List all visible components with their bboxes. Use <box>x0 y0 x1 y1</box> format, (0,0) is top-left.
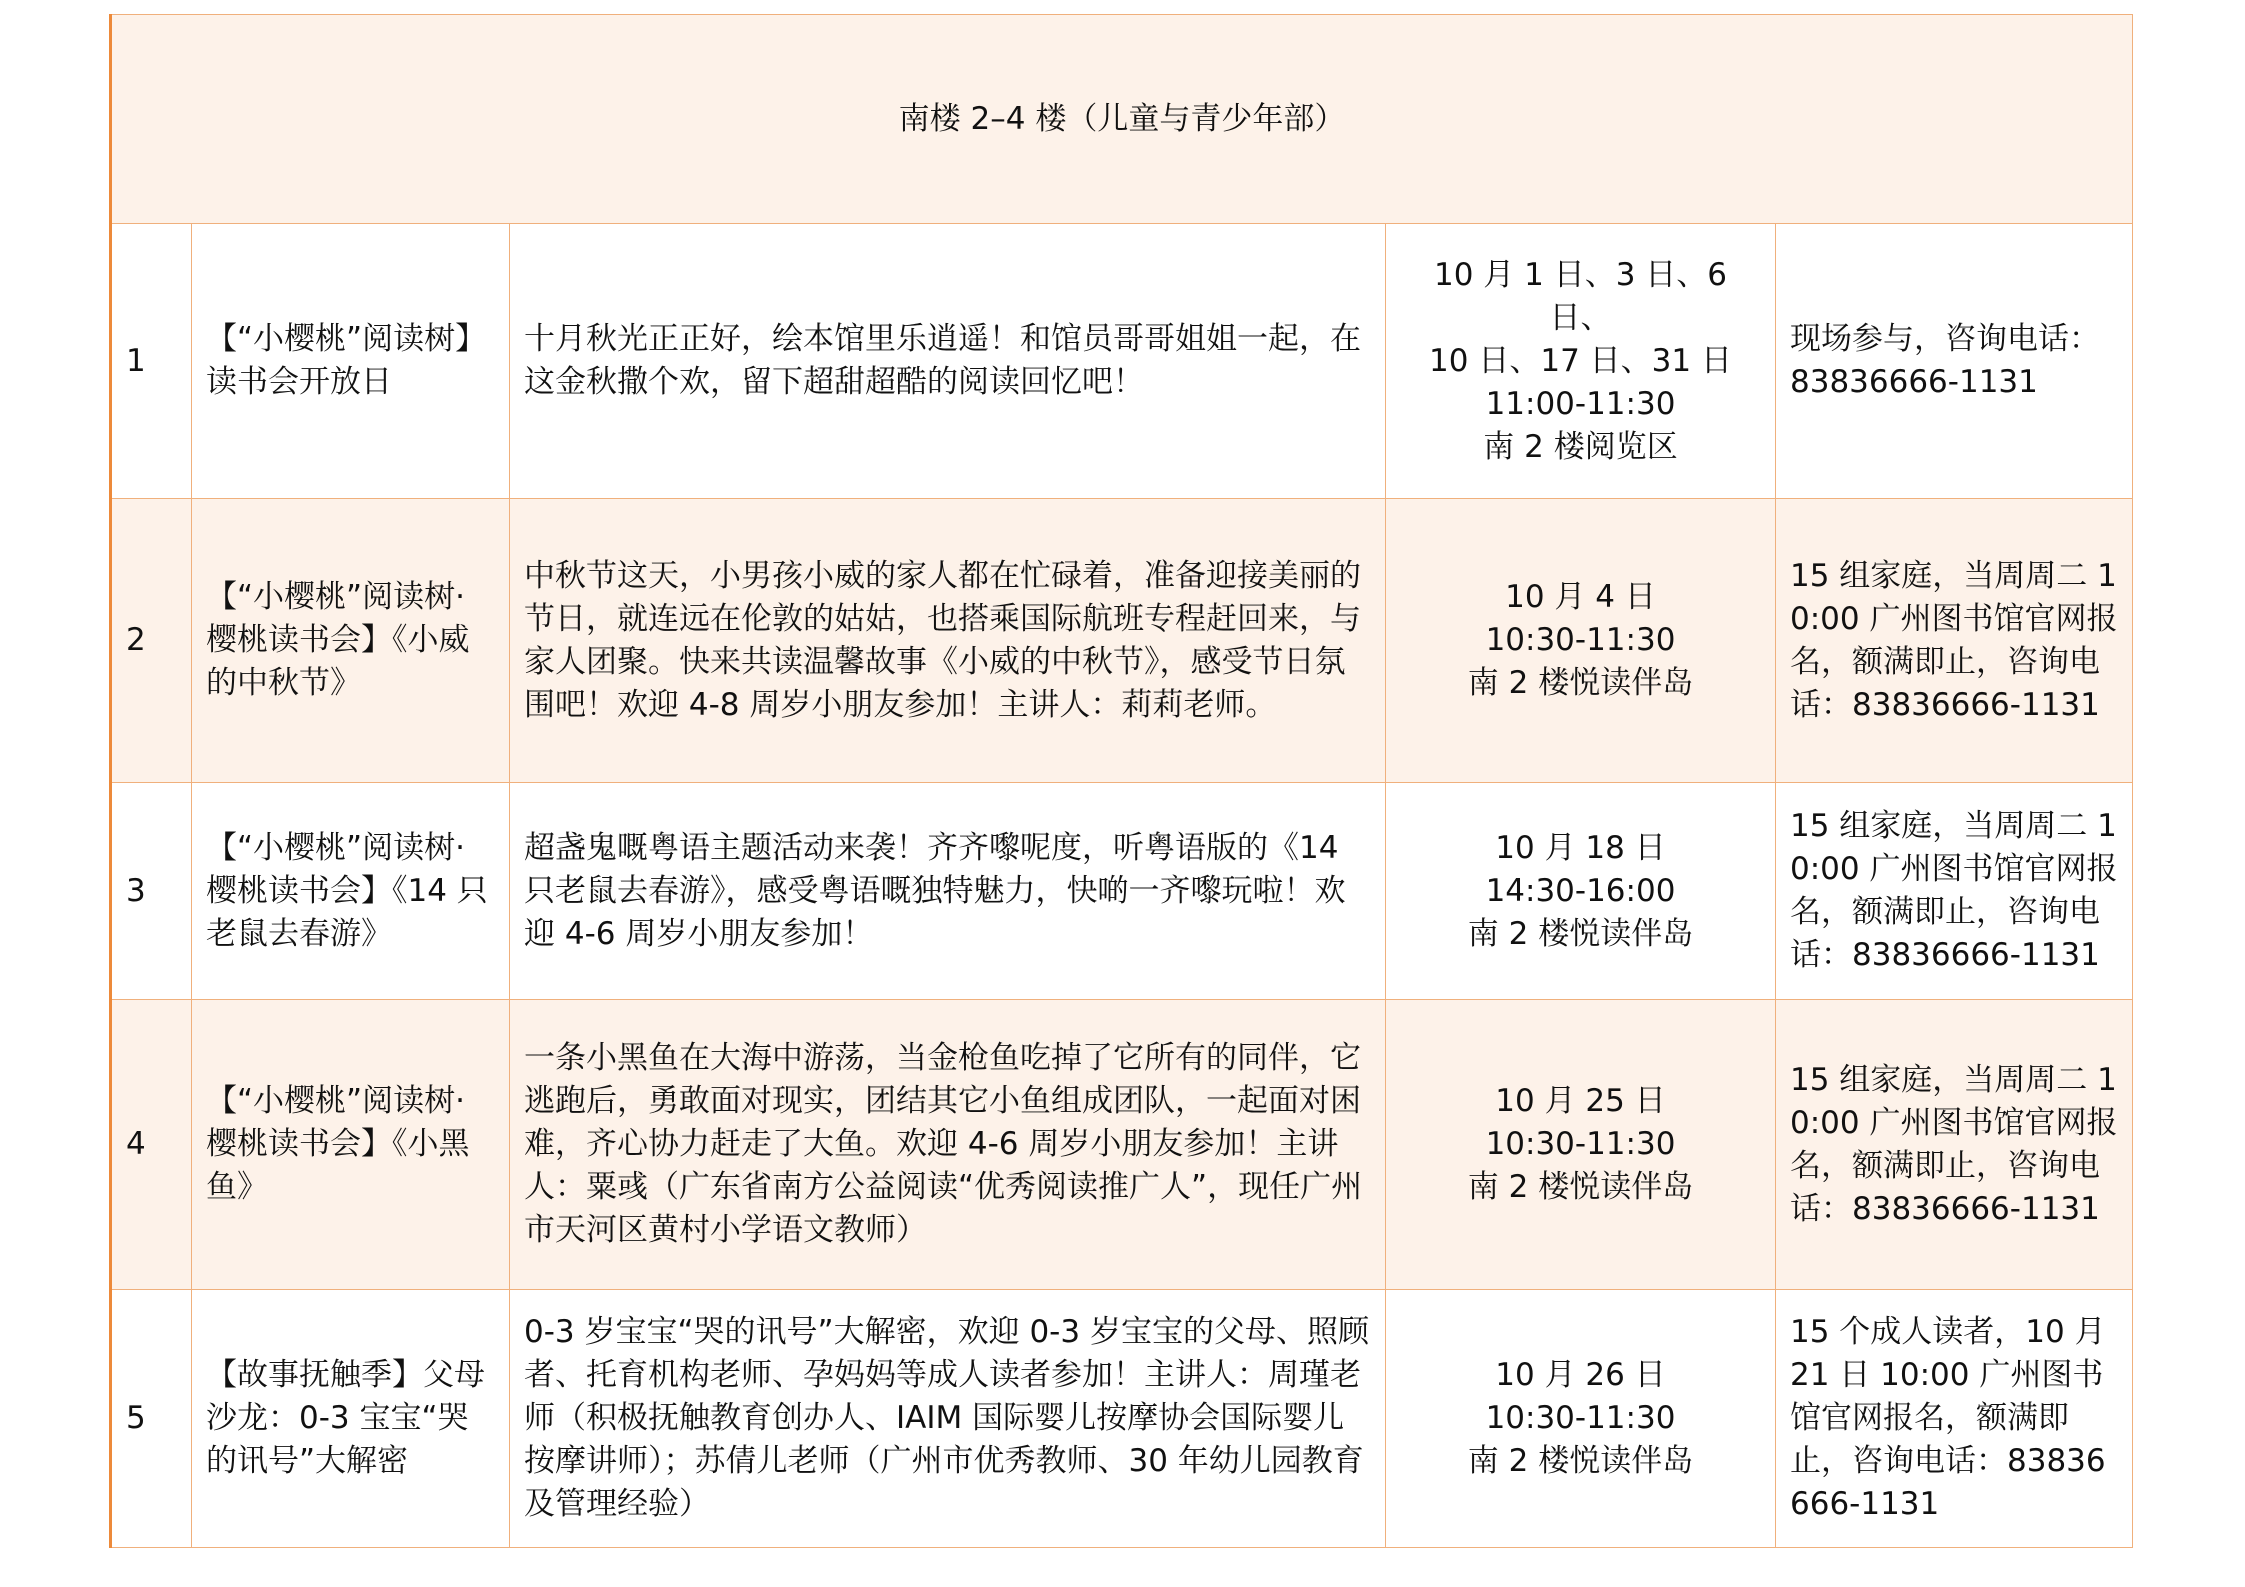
activity-time-location <box>1386 1000 1776 1290</box>
activity-schedule-sheet <box>109 14 2131 1548</box>
signup-info: 15 个成人读者，10 月 21 日 10:00 广州图书馆官网报名，额满即止，咨询电话：83836666-1131 <box>1776 1290 2133 1548</box>
activity-time-location <box>1386 224 1776 499</box>
table-row <box>111 1290 2133 1548</box>
activity-time-location <box>1386 1290 1776 1548</box>
location-line: 南 2 楼悦读伴岛 <box>1467 1443 1694 1479</box>
activity-name: 【“小樱桃”阅读树·樱桃读书会】《小黑鱼》 <box>192 1000 510 1290</box>
location-line: 南 2 楼阅览区 <box>1483 428 1678 465</box>
time-line: 10 月 1 日、3 日、6 日、 <box>1433 256 1728 336</box>
time-line: 10 月 26 日 <box>1495 1357 1666 1393</box>
signup-info: 15 组家庭，当周周二 10:00 广州图书馆官网报名，额满即止，咨询电话：83836666-1131 <box>1776 783 2133 1000</box>
time-line: 14:30-16:00 <box>1485 872 1676 909</box>
activity-description: 中秋节这天，小男孩小威的家人都在忙碌着，准备迎接美丽的节日，就连远在伦敦的姑姑，也搭乘国际航班专程赶回来，与家人团聚。快来共读温馨故事《小威的中秋节》，感受节日氛围吧！欢迎 4-8 周岁小朋友参加！主讲人：莉莉老师。 <box>510 499 1386 783</box>
time-line: 11:00-11:30 <box>1485 385 1676 422</box>
time-line: 10 日、17 日、31 日 <box>1429 342 1732 379</box>
row-index: 3 <box>111 783 192 1000</box>
time-line: 10:30-11:30 <box>1485 1126 1676 1162</box>
row-index: 1 <box>111 224 192 499</box>
row-index: 4 <box>111 1000 192 1290</box>
activity-description: 超盏鬼嘅粤语主题活动来袭！齐齐嚟呢度，听粤语版的《14 只老鼠去春游》，感受粤语嘅独特魅力，快啲一齐嚟玩啦！欢迎 4-6 周岁小朋友参加！ <box>510 783 1386 1000</box>
row-index: 2 <box>111 499 192 783</box>
time-line: 10 月 4 日 <box>1505 579 1656 615</box>
activity-description: 0-3 岁宝宝“哭的讯号”大解密，欢迎 0-3 岁宝宝的父母、照顾者、托育机构老师、孕妈妈等成人读者参加！主讲人：周瑾老师（积极抚触教育创办人、IAIM 国际婴儿按摩协会国际婴儿按摩讲师）；苏倩儿老师（广州市优秀教师、30 年幼儿园教育及管理经验） <box>510 1290 1386 1548</box>
table-row <box>111 499 2133 783</box>
time-line: 10:30-11:30 <box>1485 622 1676 658</box>
title-row <box>111 15 2133 224</box>
signup-info: 现场参与，咨询电话：83836666-1131 <box>1776 224 2133 499</box>
activity-name: 【故事抚触季】父母沙龙：0-3 宝宝“哭的讯号”大解密 <box>192 1290 510 1548</box>
activity-time-location <box>1386 499 1776 783</box>
table-row <box>111 1000 2133 1290</box>
activity-name: 【“小樱桃”阅读树·樱桃读书会】《14 只老鼠去春游》 <box>192 783 510 1000</box>
signup-info: 15 组家庭，当周周二 10:00 广州图书馆官网报名，额满即止，咨询电话：83836666-1131 <box>1776 499 2133 783</box>
table-row <box>111 224 2133 499</box>
location-line: 南 2 楼悦读伴岛 <box>1467 915 1694 952</box>
location-line: 南 2 楼悦读伴岛 <box>1467 1169 1694 1205</box>
location-line: 南 2 楼悦读伴岛 <box>1467 665 1694 701</box>
time-line: 10 月 18 日 <box>1495 829 1666 866</box>
table-row <box>111 783 2133 1000</box>
signup-info: 15 组家庭，当周周二 10:00 广州图书馆官网报名，额满即止，咨询电话：83836666-1131 <box>1776 1000 2133 1290</box>
activity-name: 【“小樱桃”阅读树】读书会开放日 <box>192 224 510 499</box>
time-line: 10 月 25 日 <box>1495 1083 1666 1119</box>
row-index: 5 <box>111 1290 192 1548</box>
activity-description: 一条小黑鱼在大海中游荡，当金枪鱼吃掉了它所有的同伴，它逃跑后，勇敢面对现实，团结其它小鱼组成团队，一起面对困难，齐心协力赶走了大鱼。欢迎 4-6 周岁小朋友参加！主讲人：粟彧（广东省南方公益阅读“优秀阅读推广人”，现任广州市天河区黄村小学语文教师） <box>510 1000 1386 1290</box>
activity-name: 【“小樱桃”阅读树·樱桃读书会】《小威的中秋节》 <box>192 499 510 783</box>
section-title: 南楼 2–4 楼（儿童与青少年部） <box>111 15 2133 224</box>
time-line: 10:30-11:30 <box>1485 1400 1676 1436</box>
activity-time-location <box>1386 783 1776 1000</box>
activity-description: 十月秋光正正好，绘本馆里乐逍遥！和馆员哥哥姐姐一起，在这金秋撒个欢，留下超甜超酷的阅读回忆吧！ <box>510 224 1386 499</box>
activity-schedule-table <box>109 14 2133 1548</box>
